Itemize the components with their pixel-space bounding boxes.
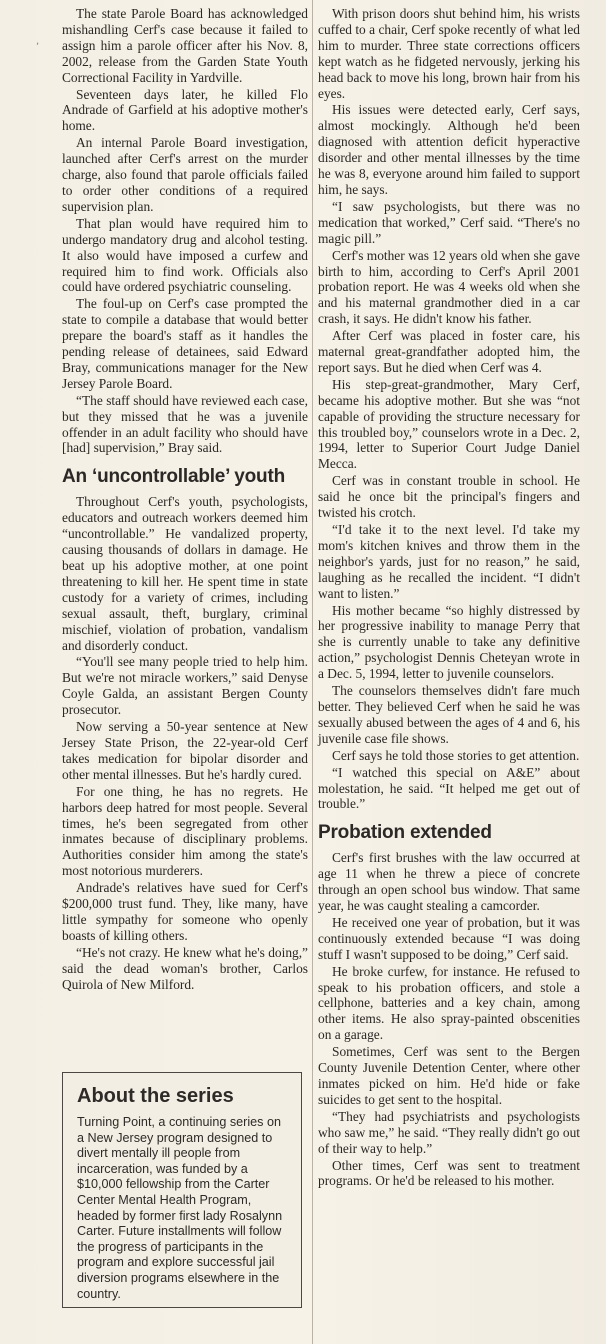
paragraph: Other times, Cerf was sent to treatment programs. Or he'd be released to his mother.: [318, 1157, 580, 1189]
paragraph: For one thing, he has no regrets. He harbors deep hatred for most people. Several times, he's been segregated from other inmates because of disciplinary problems. Authorities consider him among the state's most notorious murderers.: [62, 783, 308, 879]
paragraph: “You'll see many people tried to help him. But we're not miracle workers,” said Denyse Coyle Galda, an assistant Bergen County prosecutor.: [62, 654, 308, 718]
paragraph: The counselors themselves didn't fare much better. They believed Cerf when he said he was sexually abused between the ages of 4 and 6, his juvenile case file shows.: [318, 683, 580, 746]
paragraph: Cerf says he told those stories to get attention.: [332, 747, 580, 763]
paragraph: His issues were detected early, Cerf says, almost mockingly. Although he'd been diagnosed with attention deficit hyperactive disorder and other mental illnesses by the time he was 8, everyone around him failed to support him, he says.: [318, 102, 580, 197]
about-the-series-box: [62, 1072, 302, 1308]
paragraph: With prison doors shut behind him, his wrists cuffed to a chair, Cerf spoke recently of what led him to murder. Three state corrections officers kept watch as he fidgeted nervously, jerking his head back to move his long, brown hair from his eyes.: [318, 6, 580, 101]
paragraph: His step-great-grandmother, Mary Cerf, became his adoptive mother. But she was “not capable of providing the structure necessary for this troubled boy,” counselors wrote in a Dec. 2, 1994, letter to Superior Court Judge Daniel Mecca.: [318, 376, 580, 472]
subhead-probation-extended: Probation extended: [318, 822, 492, 844]
paragraph: He received one year of probation, but it was continuously extended because “I was doing stuff I wasn't supposed to be doing,” Cerf said.: [318, 914, 580, 962]
paragraph: Cerf's mother was 12 years old when she gave birth to him, according to Cerf's April 2001 probation report. He was 4 weeks old when she and his maternal grandmother died in a car crash, it says. He didn't know his father.: [318, 247, 580, 327]
paragraph: That plan would have required him to undergo mandatory drug and alcohol testing. It also would have imposed a curfew and required him to find work. Officials also could have ordered psychiatric counseling.: [62, 215, 308, 295]
paragraph: Throughout Cerf's youth, psychologists, educators and outreach workers deemed him “uncontrollable.” He vandalized property, causing thousands of dollars in damage. He beat up his adoptive mother, at one point threatening to kill her. He spent time in state custody for a variety of crimes, including sexual assault, theft, burglary, criminal mischief, violation of probation, vandalism and disorderly conduct.: [62, 494, 308, 653]
left-column: [62, 6, 308, 992]
paragraph: Cerf was in constant trouble in school. He said he once bit the principal's fingers and twisted his crotch.: [318, 473, 580, 521]
column-divider: [312, 0, 313, 1344]
paragraph: Sometimes, Cerf was sent to the Bergen County Juvenile Detention Center, where other inmates picked on him. He'd hide or fake suicides to get sent to the hospital.: [318, 1044, 580, 1107]
subhead-uncontrollable-youth: An ‘uncontrollable’ youth: [62, 466, 286, 488]
paragraph: “I watched this special on A&E” about molestation, he said. “It helped me get out of trouble.”: [318, 764, 580, 812]
series-box-body: Turning Point, a continuing series on a New Jersey program designed to divert mentally ill people from incarceration, was funded by a $10,000 fellowship from the Carter Center Mental Health Program, headed by former first lady Rosalynn Carter. Future installments will follow the progress of participants in the program and explore successful jail diversion programs elsewhere in the country.: [77, 1115, 283, 1301]
scan-mark: ,: [36, 36, 40, 47]
paragraph: Cerf's first brushes with the law occurred at age 11 when he threw a piece of concrete through an open school bus window. That same year, he was caught stealing a camcorder.: [318, 850, 580, 914]
paragraph: Seventeen days later, he killed Flo Andrade of Garfield at his adoptive mother's home.: [62, 86, 308, 134]
paragraph: “I'd take it to the next level. I'd take my mom's kitchen knives and throw them in the neighbor's yards, just for no reason,” he said, laughing as he recalled the incident. “I didn't want to listen.”: [318, 522, 580, 601]
series-box-title: About the series: [77, 1085, 234, 1107]
paragraph: “I saw psychologists, but there was no medication that worked,” Cerf said. “There's no magic pill.”: [318, 198, 580, 246]
paragraph: After Cerf was placed in foster care, his maternal great-grandfather adopted him, the report says. But he died when Cerf was 4.: [318, 328, 580, 375]
paragraph: “He's not crazy. He knew what he's doing,” said the dead woman's brother, Carlos Quirola of New Milford.: [62, 944, 308, 992]
paragraph: An internal Parole Board investigation, launched after Cerf's arrest on the murder charge, also found that parole officials failed to order other conditions of a required supervision plan.: [62, 135, 308, 214]
paragraph: The foul-up on Cerf's case prompted the state to compile a database that would better prepare the board's staff as it handles the pending release of detainees, said Edward Bray, communications manager for the New Jersey Parole Board.: [62, 296, 308, 391]
paragraph: Now serving a 50-year sentence at New Jersey State Prison, the 22-year-old Cerf takes medication for bipolar disorder and other mental illnesses. But he's hardly cured.: [62, 719, 308, 782]
paragraph: His mother became “so highly distressed by her progressive inability to manage Perry that she is currently unable to take any definitive action,” psychologist Dennis Cheteyan wrote in a Dec. 5, 1994, letter to juvenile counselors.: [318, 602, 580, 682]
paragraph: “The staff should have reviewed each case, but they missed that he was a juvenile offender in an adult facility who should have [had] supervision,” Bray said.: [62, 392, 308, 456]
right-column: [318, 6, 580, 1189]
paragraph: The state Parole Board has acknowledged mishandling Cerf's case because it failed to assign him a parole officer after his Nov. 8, 2002, release from the Garden State Youth Correctional Facility in Yardville.: [62, 6, 308, 85]
paragraph: “They had psychiatrists and psychologists who saw me,” he said. “They really didn't go out of their way to help.”: [318, 1108, 580, 1156]
paragraph: Andrade's relatives have sued for Cerf's $200,000 trust fund. They, like many, have little sympathy for someone who openly boasts of killing others.: [62, 880, 308, 943]
paragraph: He broke curfew, for instance. He refused to speak to his probation officers, and stole a cellphone, batteries and a key chain, among other items. He also spray-painted obscenities on a garage.: [318, 963, 580, 1043]
